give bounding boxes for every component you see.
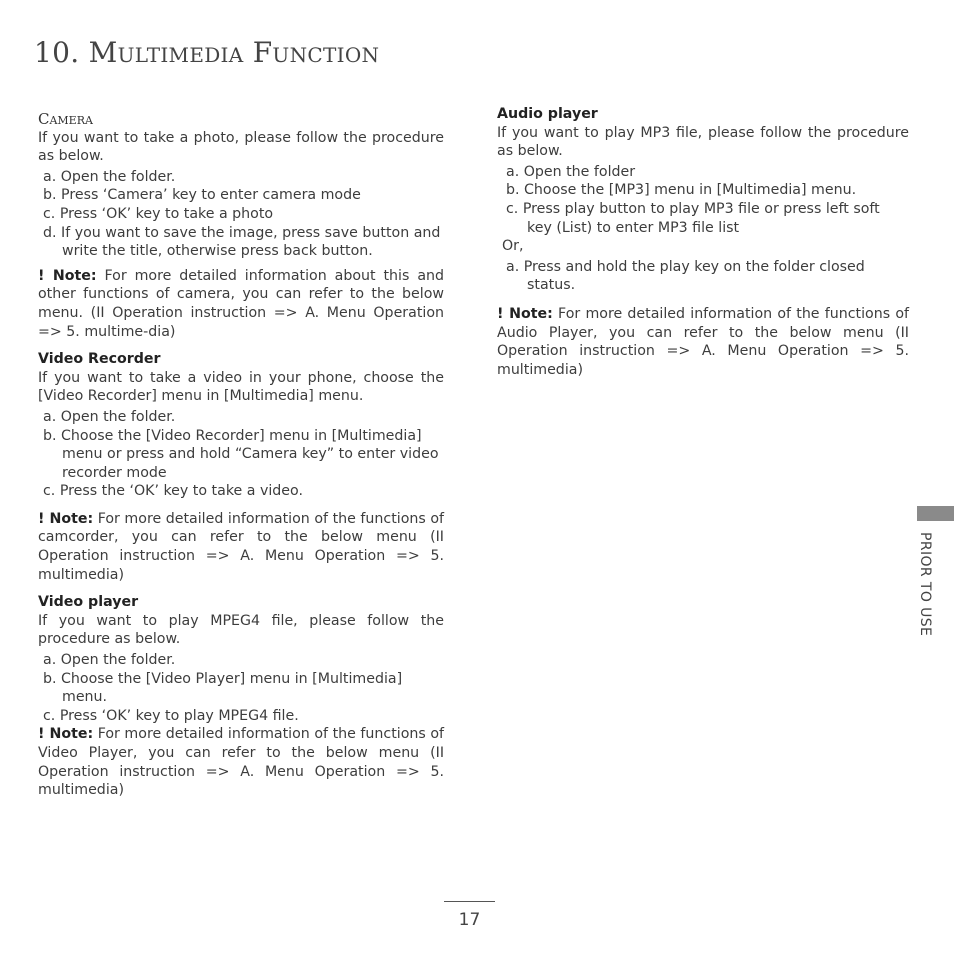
or-label: Or, [502,238,524,255]
list-item: a. Open the folder. [43,408,176,425]
note-text: For more detailed information of the functions of Audio Player, you can refer to the below menu (II Operation instruction => A. Menu Operation => 5. multimedia) [497,305,910,378]
audio-player-note [497,305,909,379]
note-text: For more detailed information of the functions of camcorder, you can refer to the below menu (II Operation instruction => A. Menu Operation => 5. multimedia) [38,510,444,583]
video-player-heading: Video player [38,594,139,611]
list-item: a. Open the folder. [43,168,176,185]
list-item: c. Press ‘OK’ key to take a photo [43,205,274,222]
video-player-steps [38,651,444,725]
list-item: a. Open the folder. [43,652,176,669]
audio-player-steps [497,163,909,237]
video-recorder-heading: Video Recorder [38,351,161,368]
video-player-section [38,593,444,800]
audio-player-section [497,105,909,379]
page-number: 17 [458,910,481,930]
video-recorder-intro: If you want to take a video in your phone, choose the [Video Recorder] menu in [Multimedia] menu. [38,369,444,405]
camera-steps [38,168,444,261]
camera-note [38,267,444,341]
list-item: c. Press ‘OK’ key to play MPEG4 file. [43,707,299,724]
video-player-intro: If you want to play MPEG4 file, please follow the procedure as below. [38,612,444,648]
left-column [38,110,444,800]
note-label: ! Note: [497,305,553,322]
list-item: b. Choose the [Video Recorder] menu in [Multimedia] menu or press and hold “Camera key” to enter video recorder mode [43,427,439,481]
list-item: d. If you want to save the image, press save button and write the title, otherwise press back button. [43,224,441,260]
audio-player-heading: Audio player [497,106,598,122]
video-recorder-steps [38,408,444,501]
right-column [497,105,909,379]
note-text: For more detailed information about this and other functions of camera, you can refer to the below menu. (II Operation instruction => A. Menu Operation => 5. multime-dia) [38,267,445,340]
camera-heading: Camera [38,110,93,128]
section-tab-marker [917,506,954,521]
video-recorder-note [38,510,444,584]
note-label: ! Note: [38,726,94,743]
video-recorder-section [38,350,444,584]
camera-intro: If you want to take a photo, please follow the procedure as below. [38,129,444,165]
list-item: b. Press ‘Camera’ key to enter camera mode [43,187,361,204]
list-item: a. Open the folder [506,163,636,180]
page-title: 10. Multimedia Function [34,36,380,69]
list-item: b. Choose the [Video Player] menu in [Multimedia] menu. [43,670,403,706]
video-player-note [38,725,444,799]
note-text: For more detailed information of the functions of Video Player, you can refer to the below menu (II Operation instruction => A. Menu Operation => 5. multimedia) [38,726,444,799]
note-label: ! Note: [38,510,94,527]
camera-section [38,110,444,341]
side-tab [913,532,933,662]
audio-player-alt-steps [497,258,909,295]
list-item: b. Choose the [MP3] menu in [Multimedia] menu. [506,182,857,199]
footer-divider [444,901,495,902]
list-item: c. Press play button to play MP3 file or press left soft key (List) to enter MP3 file list [506,200,880,236]
note-label: ! Note: [38,267,97,284]
side-tab-label: PRIOR TO USE [917,532,933,637]
list-item: c. Press the ‘OK’ key to take a video. [43,483,303,500]
list-item: a. Press and hold the play key on the folder closed status. [506,258,865,294]
audio-player-intro: If you want to play MP3 file, please follow the procedure as below. [497,124,909,160]
